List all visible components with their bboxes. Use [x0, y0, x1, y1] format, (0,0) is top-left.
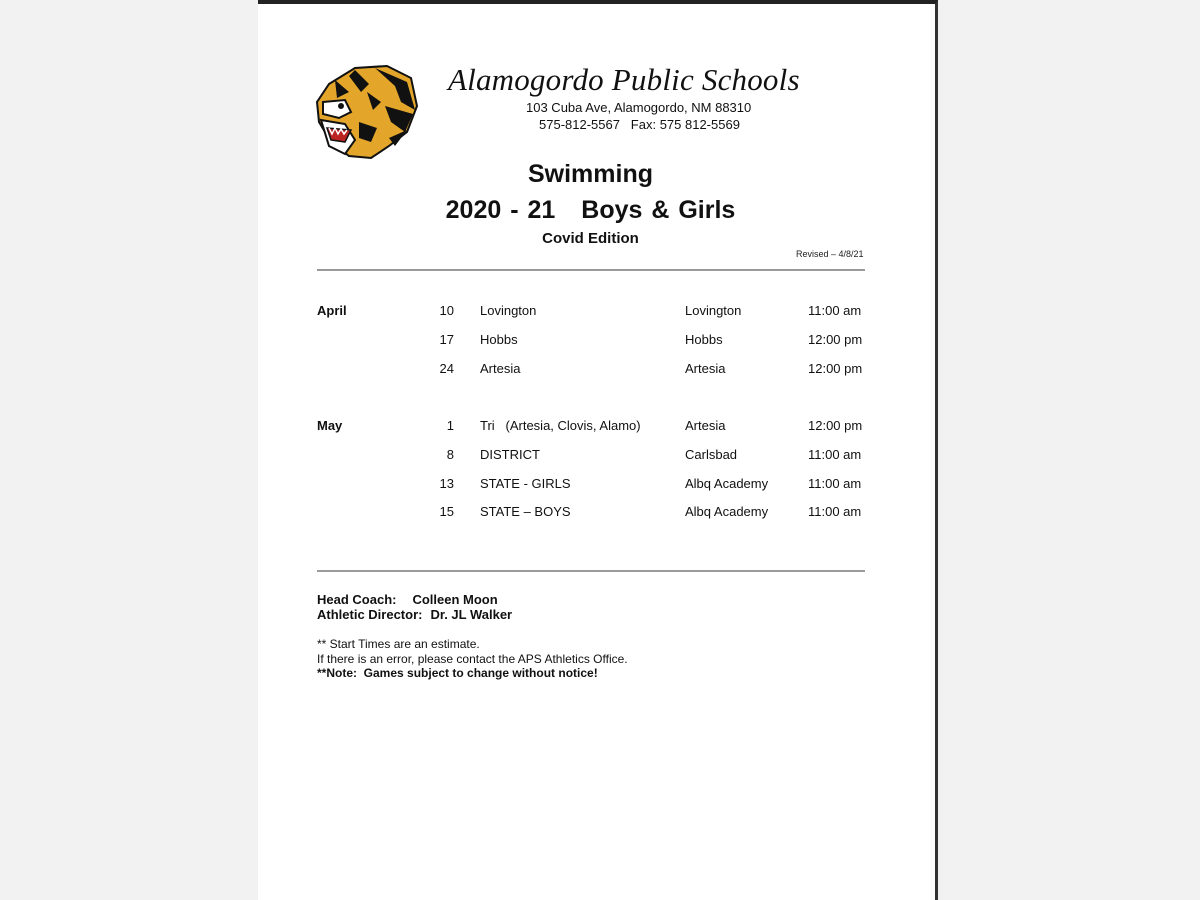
time-cell: 11:00 am: [808, 303, 862, 318]
event-cell: Artesia: [480, 361, 521, 376]
time-cell: 11:00 am: [808, 504, 862, 519]
athletic-director-label: Athletic Director:: [317, 607, 423, 622]
tiger-head-logo-icon: [315, 62, 419, 160]
bottom-divider: [317, 570, 865, 572]
day-cell: 13: [439, 476, 454, 491]
note-error-contact: If there is an error, please contact the APS Athletics Office.: [317, 652, 628, 666]
time-cell: 11:00 am: [808, 447, 862, 462]
note-start-times: ** Start Times are an estimate.: [317, 637, 480, 651]
athletic-director-line: [317, 607, 512, 622]
edition-label: Covid Edition: [542, 230, 639, 247]
athletic-director-name: Dr. JL Walker: [430, 607, 513, 622]
head-coach-name: Colleen Moon: [412, 592, 498, 607]
time-cell: 12:00 pm: [808, 332, 863, 347]
season-label: 2020 - 21: [445, 196, 556, 224]
head-coach-label: Head Coach:: [317, 592, 397, 607]
day-cell: 10: [439, 303, 454, 318]
event-cell: Tri (Artesia, Clovis, Alamo): [480, 418, 641, 433]
site-cell: Carlsbad: [685, 447, 738, 462]
event-cell: STATE – BOYS: [480, 504, 571, 519]
teams-label: Boys & Girls: [581, 196, 736, 224]
day-cell: 8: [446, 447, 454, 462]
note-subject-to-change: **Note: Games subject to change without notice!: [317, 666, 598, 680]
event-cell: STATE - GIRLS: [480, 476, 571, 491]
school-phone-fax: 575-812-5567 Fax: 575 812-5569: [539, 117, 740, 132]
sport-title: Swimming: [527, 160, 653, 188]
time-cell: 12:00 pm: [808, 418, 863, 433]
site-cell: Albq Academy: [685, 476, 769, 491]
school-name: Alamogordo Public Schools: [448, 62, 800, 97]
day-cell: 24: [439, 361, 454, 376]
revised-date: Revised – 4/8/21: [796, 249, 864, 259]
head-coach-line: [317, 592, 498, 607]
site-cell: Artesia: [685, 361, 726, 376]
event-cell: Hobbs: [480, 332, 518, 347]
time-cell: 12:00 pm: [808, 361, 863, 376]
season-subtitle: [258, 196, 923, 225]
top-divider: [317, 269, 865, 271]
day-cell: 1: [446, 418, 454, 433]
event-cell: DISTRICT: [480, 447, 540, 462]
site-cell: Artesia: [685, 418, 726, 433]
month-cell: April: [317, 303, 347, 318]
time-cell: 11:00 am: [808, 476, 862, 491]
event-cell: Lovington: [480, 303, 537, 318]
day-cell: 15: [439, 504, 454, 519]
site-cell: Lovington: [685, 303, 742, 318]
site-cell: Hobbs: [685, 332, 723, 347]
site-cell: Albq Academy: [685, 504, 769, 519]
school-address: 103 Cuba Ave, Alamogordo, NM 88310: [526, 100, 752, 115]
day-cell: 17: [439, 332, 454, 347]
month-cell: May: [317, 418, 343, 433]
schedule-document: [258, 0, 938, 900]
